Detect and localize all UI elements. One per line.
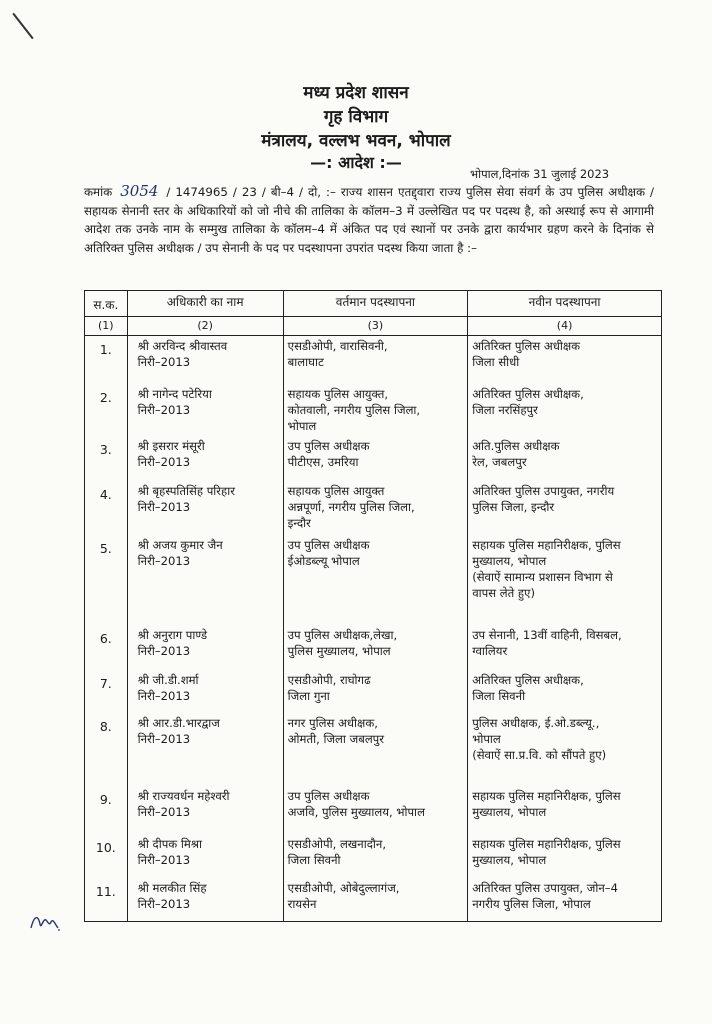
order-paragraph: [84, 182, 654, 257]
officer-rank-batch: निरी–2013: [137, 688, 191, 703]
officer-rank-batch: निरी–2013: [137, 643, 191, 658]
serial-number: 9.: [85, 786, 128, 834]
officer-cell: [127, 786, 283, 834]
officer-cell: [127, 481, 283, 535]
officer-cell: [127, 535, 283, 625]
new-posting-line: अतिरिक्त पुलिस उपायुक्त, जोन–4: [472, 880, 618, 895]
new-posting-cell: [468, 384, 662, 436]
current-posting-line: एसडीओपी, ओबेदुल्लागंज,: [287, 880, 400, 895]
serial-number: 10.: [85, 834, 128, 878]
current-posting-line: उप पुलिस अधीक्षक,लेखा,: [287, 627, 398, 642]
new-posting-line: उप सेनानी, 13वीं वाहिनी, विसबल,: [472, 627, 622, 642]
current-posting-line: अन्नपूर्णा, नगरीय पुलिस जिला,: [287, 499, 415, 514]
new-posting-cell: [468, 336, 662, 384]
new-posting-cell: [468, 535, 662, 625]
order-date: भोपाल,दिनांक 31 जुलाई 2023: [470, 167, 610, 181]
officer-rank-batch: निरी–2013: [137, 852, 191, 867]
office-address: मंत्रालय, वल्लभ भवन, भोपाल: [261, 131, 451, 151]
col-number-3: (3): [283, 317, 468, 336]
table-row: [85, 436, 662, 481]
officer-cell: [127, 384, 283, 436]
new-posting-line: सहायक पुलिस महानिरीक्षक, पुलिस: [472, 537, 621, 552]
serial-number: 8.: [85, 713, 128, 786]
order-number-handwritten: 3054: [120, 182, 159, 200]
officer-name: श्री दीपक मिश्रा: [137, 836, 203, 851]
current-posting-line: सहायक पुलिस आयुक्त: [287, 483, 385, 498]
col-number-1: (1): [85, 317, 128, 336]
current-posting-line: पीटीएस, उमरिया: [287, 454, 359, 469]
new-posting-cell: [468, 834, 662, 878]
table-row: [85, 713, 662, 786]
current-posting-line: उप पुलिस अधीक्षक: [287, 537, 370, 552]
corner-pen-mark: [12, 13, 33, 39]
new-posting-line: सहायक पुलिस महानिरीक्षक, पुलिस: [472, 788, 621, 803]
table-row: [85, 384, 662, 436]
officer-rank-batch: निरी–2013: [137, 454, 191, 469]
new-posting-cell: [468, 878, 662, 922]
serial-number: 1.: [85, 336, 128, 384]
current-posting-line: सहायक पुलिस आयुक्त,: [287, 386, 389, 401]
table-column-number-row: [85, 317, 662, 336]
header-serial: स.क.: [85, 291, 128, 317]
officer-cell: [127, 670, 283, 713]
new-posting-line: अतिरिक्त पुलिस उपायुक्त, नगरीय: [472, 483, 615, 498]
officer-cell: [127, 834, 283, 878]
new-posting-line: मुख्यालय, भोपाल: [472, 852, 547, 867]
officer-name: श्री अजय कुमार जैन: [137, 537, 223, 552]
new-posting-line: सहायक पुलिस महानिरीक्षक, पुलिस: [472, 836, 621, 851]
officer-rank-batch: निरी–2013: [137, 402, 191, 417]
officer-rank-batch: निरी–2013: [137, 553, 191, 568]
officer-rank-batch: निरी–2013: [137, 896, 191, 911]
table-row: [85, 786, 662, 834]
new-posting-line: मुख्यालय, भोपाल: [472, 553, 547, 568]
new-posting-line: पुलिस जिला, इन्दौर: [472, 499, 555, 514]
officer-name: श्री अनुराग पाण्डे: [137, 627, 208, 642]
table-row: [85, 834, 662, 878]
current-posting-cell: [283, 384, 468, 436]
current-posting-cell: [283, 878, 468, 922]
current-posting-line: रायसेन: [287, 896, 317, 911]
current-posting-line: जिला गुना: [287, 688, 330, 703]
officer-rank-batch: निरी–2013: [137, 731, 191, 746]
current-posting-cell: [283, 535, 468, 625]
new-posting-cell: [468, 670, 662, 713]
new-posting-line: जिला नरसिंहपुर: [472, 402, 538, 417]
table-row: [85, 481, 662, 535]
current-posting-line: अजवि, पुलिस मुख्यालय, भोपाल: [287, 804, 425, 819]
current-posting-cell: [283, 786, 468, 834]
new-posting-cell: [468, 786, 662, 834]
new-posting-line: नगरीय पुलिस जिला, भोपाल: [472, 896, 591, 911]
order-prefix: कमांक: [84, 185, 113, 199]
officer-rank-batch: निरी–2013: [137, 499, 191, 514]
new-posting-line: अतिरिक्त पुलिस अधीक्षक,: [472, 672, 584, 687]
initials-signature: [28, 910, 62, 934]
current-posting-line: बालाघाट: [287, 355, 324, 369]
officer-name: श्री अरविन्द श्रीवास्तव: [137, 339, 228, 353]
current-posting-line: कोतवाली, नगरीय पुलिस जिला,: [287, 402, 421, 417]
table-row: [85, 625, 662, 670]
order-heading: —: आदेश :—: [310, 153, 402, 172]
serial-number: 3.: [85, 436, 128, 481]
serial-number: 4.: [85, 481, 128, 535]
current-posting-cell: [283, 670, 468, 713]
serial-number: 2.: [85, 384, 128, 436]
officer-rank-batch: निरी–2013: [137, 355, 191, 369]
new-posting-line: ग्वालियर: [472, 643, 508, 658]
current-posting-cell: [283, 436, 468, 481]
officer-name: श्री जी.डी.शर्मा: [137, 672, 199, 687]
table-row: [85, 878, 662, 922]
officer-name: श्री नागेन्द पटेरिया: [137, 386, 212, 401]
government-title: मध्य प्रदेश शासन: [303, 83, 409, 103]
new-posting-line: अतिरिक्त पुलिस अधीक्षक,: [472, 386, 584, 401]
new-posting-cell: [468, 713, 662, 786]
officer-cell: [127, 336, 283, 384]
officer-name: श्री इसरार मंसूरी: [137, 438, 205, 453]
officer-cell: [127, 625, 283, 670]
current-posting-cell: [283, 336, 468, 384]
current-posting-line: एसडीओपी, वारासिवनी,: [287, 339, 388, 353]
table-row: [85, 535, 662, 625]
current-posting-line: ईओडब्ल्यू भोपाल: [287, 553, 360, 568]
col-number-4: (4): [468, 317, 662, 336]
current-posting-line: एसडीओपी, लखनादौन,: [287, 836, 387, 851]
serial-number: 7.: [85, 670, 128, 713]
current-posting-cell: [283, 713, 468, 786]
new-posting-cell: [468, 625, 662, 670]
new-posting-line: भोपाल: [472, 731, 501, 746]
new-posting-line: जिला सीधी: [472, 355, 520, 369]
table-row: [85, 670, 662, 713]
officer-name: श्री बृहस्पतिसिंह परिहार: [137, 483, 235, 498]
serial-number: 6.: [85, 625, 128, 670]
officer-name: श्री मलकीत सिंह: [137, 880, 207, 895]
new-posting-line: (सेवाऐं सामान्य प्रशासन विभाग से: [472, 569, 613, 584]
table-body: [85, 336, 662, 922]
new-posting-line: अति.पुलिस अधीक्षक: [472, 438, 560, 453]
new-posting-line: जिला सिवनी: [472, 688, 526, 703]
new-posting-line: (सेवाऐं सा.प्र.वि. को सौंपते हुए): [472, 747, 607, 762]
officer-rank-batch: निरी–2013: [137, 804, 191, 819]
officer-cell: [127, 878, 283, 922]
current-posting-line: उप पुलिस अधीक्षक: [287, 438, 370, 453]
officer-cell: [127, 436, 283, 481]
new-posting-line: पुलिस अधीक्षक, ई.ओ.डब्ल्यू.,: [472, 715, 600, 730]
current-posting-cell: [283, 481, 468, 535]
current-posting-line: एसडीओपी, राघोगढ: [287, 672, 371, 687]
serial-number: 11.: [85, 878, 128, 922]
serial-number: 5.: [85, 535, 128, 625]
current-posting-line: नगर पुलिस अधीक्षक,: [287, 715, 378, 730]
officer-name: श्री राज्यवर्धन महेश्वरी: [137, 788, 230, 803]
new-posting-cell: [468, 436, 662, 481]
col-number-2: (2): [127, 317, 283, 336]
current-posting-line: ओमती, जिला जबलपुर: [287, 731, 385, 746]
header-new-posting: नवीन पदस्थापना: [468, 291, 662, 317]
order-body-text: / 1474965 / 23 / बी–4 / दो, :– राज्य शासन एतद्द्वारा राज्य पुलिस सेवा संवर्ग के उप पुलिस अधीक्षक / सहायक सेनानी स्तर के अधिकारियों को जो नीचे की तालिका के कॉलम–3 में उल्लेखित पद पर पदस्थ है, को अस्थाई रूप से आगामी आदेश तक उनके नाम के सम्मुख तालिका के कॉलम–4 में अंकित पद एवं स्थानों पर उनके द्वारा कार्यभार ग्रहण करने के दिनांक से अतिरिक्त पुलिस अधीक्षक / उप सेनानी के पद पर पदस्थापना उपरांत पदस्थ किया जाता है :–: [84, 185, 655, 255]
new-posting-line: मुख्यालय, भोपाल: [472, 804, 547, 819]
officer-cell: [127, 713, 283, 786]
new-posting-line: वापस लेते हुए): [472, 585, 535, 600]
current-posting-line: जिला सिवनी: [287, 852, 341, 867]
current-posting-line: उप पुलिस अधीक्षक: [287, 788, 370, 803]
table-row: [85, 336, 662, 384]
new-posting-line: अतिरिक्त पुलिस अधीक्षक: [472, 339, 581, 353]
new-posting-line: रेल, जबलपुर: [472, 454, 527, 469]
table-header-row: [85, 291, 662, 317]
current-posting-cell: [283, 834, 468, 878]
header-officer-name: अधिकारी का नाम: [127, 291, 283, 317]
posting-table: [84, 290, 662, 922]
current-posting-cell: [283, 625, 468, 670]
new-posting-cell: [468, 481, 662, 535]
officer-name: श्री आर.डी.भारद्वाज: [137, 715, 220, 730]
header-current-posting: वर्तमान पदस्थापना: [283, 291, 468, 317]
current-posting-line: पुलिस मुख्यालय, भोपाल: [287, 643, 391, 658]
current-posting-line: इन्दौर: [287, 515, 311, 530]
department-title: गृह विभाग: [323, 107, 389, 127]
current-posting-line: भोपाल: [287, 418, 317, 433]
